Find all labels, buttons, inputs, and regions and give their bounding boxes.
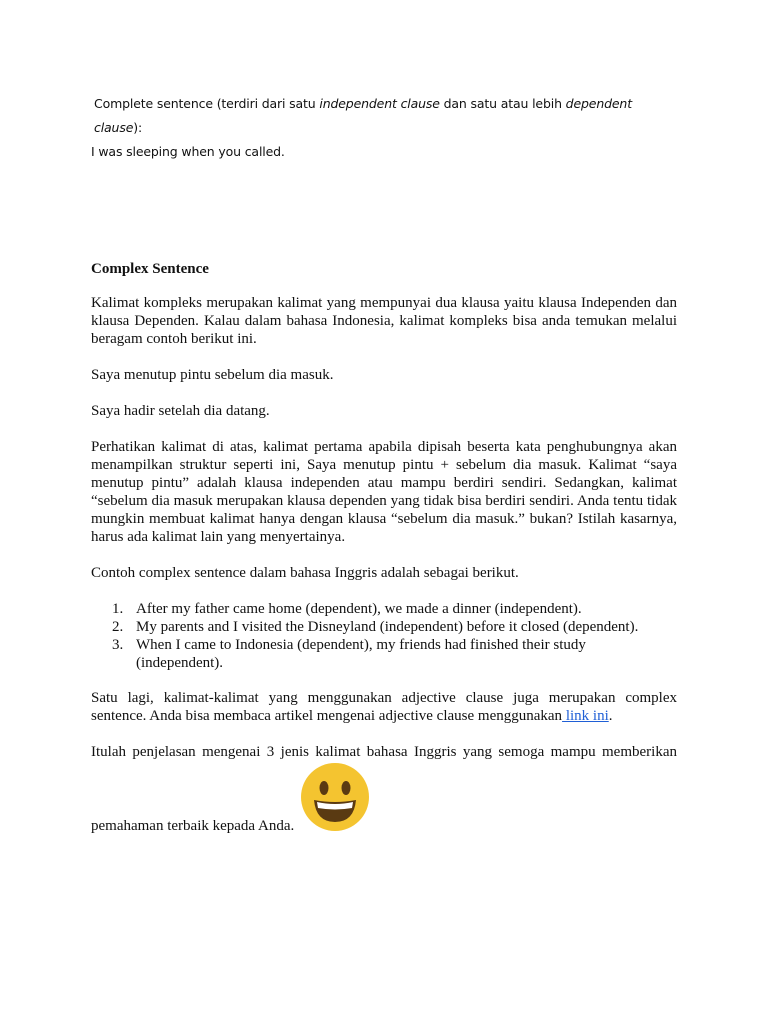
intro-middle: dan satu atau lebih — [439, 96, 566, 111]
paragraph-3: Contoh complex sentence dalam bahasa Inggris adalah sebagai berikut. — [91, 565, 519, 581]
intro-block — [91, 92, 677, 164]
list-number: 1. — [112, 601, 124, 617]
paragraph-4-end: . — [608, 708, 613, 724]
paragraph-4 — [91, 689, 677, 725]
intro-line — [91, 92, 677, 140]
adjective-clause-link[interactable]: link ini — [562, 708, 609, 724]
example-sentence-1: Saya menutup pintu sebelum dia masuk. — [91, 367, 334, 383]
list-text: When I came to Indonesia (dependent), my friends had finished their study (independent). — [136, 637, 586, 671]
paragraph-5-line-1: Itulah penjelasan mengenai 3 jenis kalimat bahasa Inggris yang semoga mampu memberikan — [91, 744, 677, 760]
grinning-face-emoji-icon — [300, 762, 370, 832]
intro-example: I was sleeping when you called. — [91, 144, 285, 159]
example-sentence-2: Saya hadir setelah dia datang. — [91, 403, 270, 419]
section-heading: Complex Sentence — [91, 261, 209, 277]
paragraph-4-text: Satu lagi, kalimat-kalimat yang menggunakan adjective clause juga merupakan complex sentence. Anda bisa membaca artikel mengenai adjective clause menggunakan — [91, 690, 677, 724]
intro-suffix: ): — [133, 120, 143, 135]
intro-em-independent: independent clause — [319, 96, 440, 111]
list-text: After my father came home (dependent), we made a dinner (independent). — [136, 601, 582, 617]
paragraph-2: Perhatikan kalimat di atas, kalimat pertama apabila dipisah beserta kata penghubungnya akan menampilkan struktur seperti ini, Saya menutup pintu + sebelum dia masuk. Kalimat “saya menutup pintu” adalah klausa independen atau mampu berdiri sendiri. Sedangkan, kalimat “sebelum dia masuk merupakan klausa dependen yang tidak bisa berdiri sendiri. Anda tentu tidak mungkin membuat kalimat hanya dengan klausa “sebelum dia masuk.” bukan? Istilah kasarnya, harus ada kalimat lain yang menyertainya. — [91, 439, 677, 545]
list-item — [91, 600, 677, 618]
intro-prefix: Complete sentence (terdiri dari satu — [94, 96, 320, 111]
list-number: 3. — [112, 637, 124, 653]
list-item — [91, 636, 677, 672]
intro-em-dependent: dependent clause — [94, 96, 632, 135]
list-item — [91, 618, 677, 636]
example-list — [91, 600, 677, 672]
list-number: 2. — [112, 619, 124, 635]
list-text: My parents and I visited the Disneyland (independent) before it closed (dependent). — [136, 619, 639, 635]
paragraph-5-line-2: pemahaman terbaik kepada Anda. — [91, 818, 295, 834]
paragraph-1: Kalimat kompleks merupakan kalimat yang mempunyai dua klausa yaitu klausa Independen dan klausa Dependen. Kalau dalam bahasa Indonesia, kalimat kompleks bisa anda temukan melalui beragam contoh berikut ini. — [91, 295, 677, 347]
